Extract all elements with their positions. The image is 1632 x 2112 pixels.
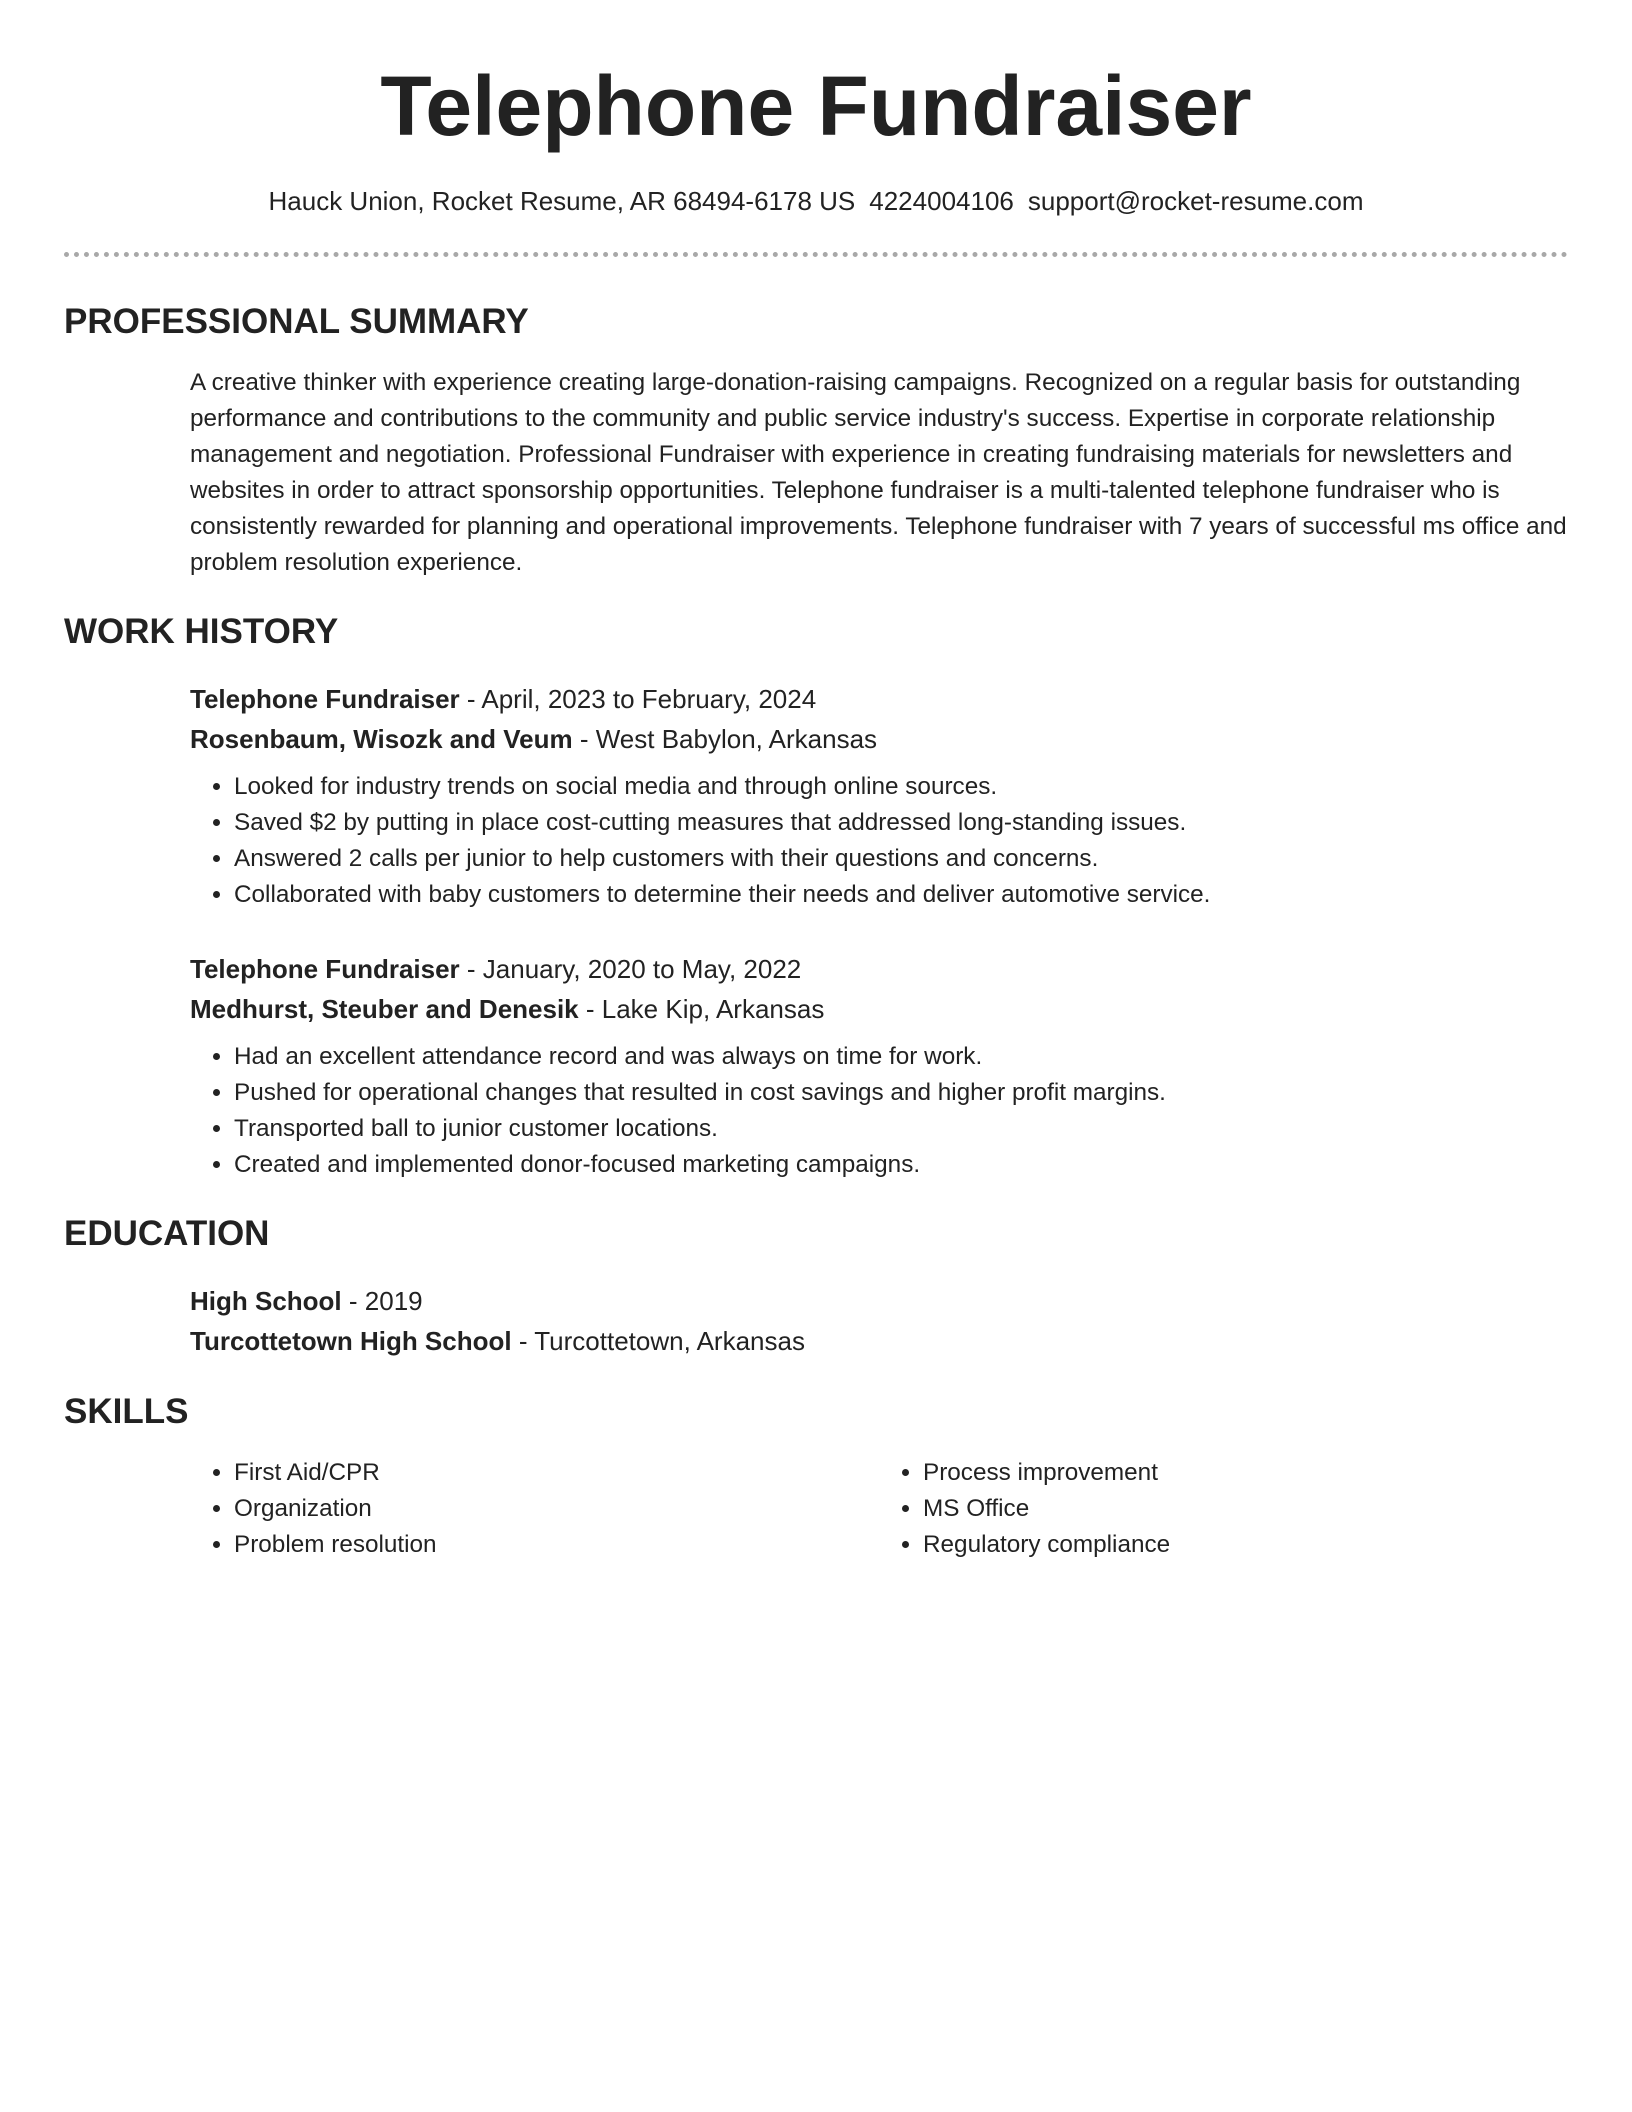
education-degree: High School: [190, 1286, 342, 1316]
skill-item: • Organization: [234, 1491, 879, 1527]
job-location: - Lake Kip, Arkansas: [578, 994, 825, 1024]
job-company: Rosenbaum, Wisozk and Veum: [190, 724, 573, 754]
job-entry: [190, 949, 1568, 1183]
education-year: - 2019: [341, 1286, 423, 1316]
job-position: Telephone Fundraiser: [190, 954, 460, 984]
job-bullets: [190, 769, 1568, 913]
skills-list-right: [879, 1455, 1568, 1563]
job-company-line: [190, 989, 1568, 1029]
contact-phone: 4224004106: [869, 186, 1014, 216]
job-company: Medhurst, Steuber and Denesik: [190, 994, 579, 1024]
education-section: [64, 1213, 1568, 1361]
job-bullets: [190, 1039, 1568, 1183]
list-item: • Created and implemented donor-focused marketing campaigns.: [234, 1147, 1568, 1183]
contact-line: [64, 184, 1568, 218]
education-entry: [190, 1281, 1568, 1361]
education-degree-line: [190, 1281, 1568, 1321]
section-title-education: EDUCATION: [64, 1214, 270, 1253]
job-title-line: [190, 949, 1568, 989]
list-item: • Had an excellent attendance record and was always on time for work.: [234, 1039, 1568, 1075]
list-item: • Answered 2 calls per junior to help customers with their questions and concerns.: [234, 841, 1568, 877]
contact-email: support@rocket-resume.com: [1027, 186, 1364, 216]
skill-item: • Problem resolution: [234, 1527, 879, 1563]
education-school-line: [190, 1321, 1568, 1361]
education-school: Turcottetown High School: [190, 1326, 512, 1356]
list-item: • Pushed for operational changes that resulted in cost savings and higher profit margins.: [234, 1075, 1568, 1111]
job-dates: - April, 2023 to February, 2024: [459, 684, 817, 714]
skill-item: • Process improvement: [923, 1455, 1568, 1491]
skills-list-left: [190, 1455, 879, 1563]
summary-text: A creative thinker with experience creating large-donation-raising campaigns. Recognized on a regular basis for outstanding performance and contributions to the community and public service industry's success. Expertise in corporate relationship management and negotiation. Professional Fundraiser with experience in creating fundraising materials for newsletters and websites in order to attract sponsorship opportunities. Telephone fundraiser is a multi-talented telephone fundraiser who is consistently rewarded for planning and operational improvements. Telephone fundraiser with 7 years of successful ms office and problem resolution experience.: [190, 369, 1567, 576]
skills-section: [64, 1391, 1568, 1563]
skills-grid: [190, 1455, 1568, 1563]
candidate-name: Telephone Fundraiser: [380, 59, 1252, 153]
list-item: • Saved $2 by putting in place cost-cutting measures that addressed long-standing issues.: [234, 805, 1568, 841]
section-title-skills: SKILLS: [64, 1392, 189, 1431]
skills-column-left: [190, 1455, 879, 1563]
skill-item: • Regulatory compliance: [923, 1527, 1568, 1563]
professional-summary-section: [64, 301, 1568, 581]
list-item: • Looked for industry trends on social media and through online sources.: [234, 769, 1568, 805]
job-title-line: [190, 679, 1568, 719]
resume-header: [64, 0, 1568, 218]
skill-item: • First Aid/CPR: [234, 1455, 879, 1491]
education-location: - Turcottetown, Arkansas: [511, 1326, 805, 1356]
list-item: • Collaborated with baby customers to determine their needs and deliver automotive service.: [234, 877, 1568, 913]
list-item: • Transported ball to junior customer locations.: [234, 1111, 1568, 1147]
work-history-section: [64, 611, 1568, 1183]
contact-address: Hauck Union, Rocket Resume, AR 68494-6178 US: [268, 186, 856, 216]
skills-column-right: [879, 1455, 1568, 1563]
job-position: Telephone Fundraiser: [190, 684, 460, 714]
section-title-summary: PROFESSIONAL SUMMARY: [64, 302, 529, 341]
job-location: - West Babylon, Arkansas: [572, 724, 878, 754]
job-company-line: [190, 719, 1568, 759]
job-dates: - January, 2020 to May, 2022: [459, 954, 802, 984]
section-title-work: WORK HISTORY: [64, 612, 339, 651]
header-divider: [64, 252, 1568, 257]
job-entry: [190, 679, 1568, 913]
skill-item: • MS Office: [923, 1491, 1568, 1527]
